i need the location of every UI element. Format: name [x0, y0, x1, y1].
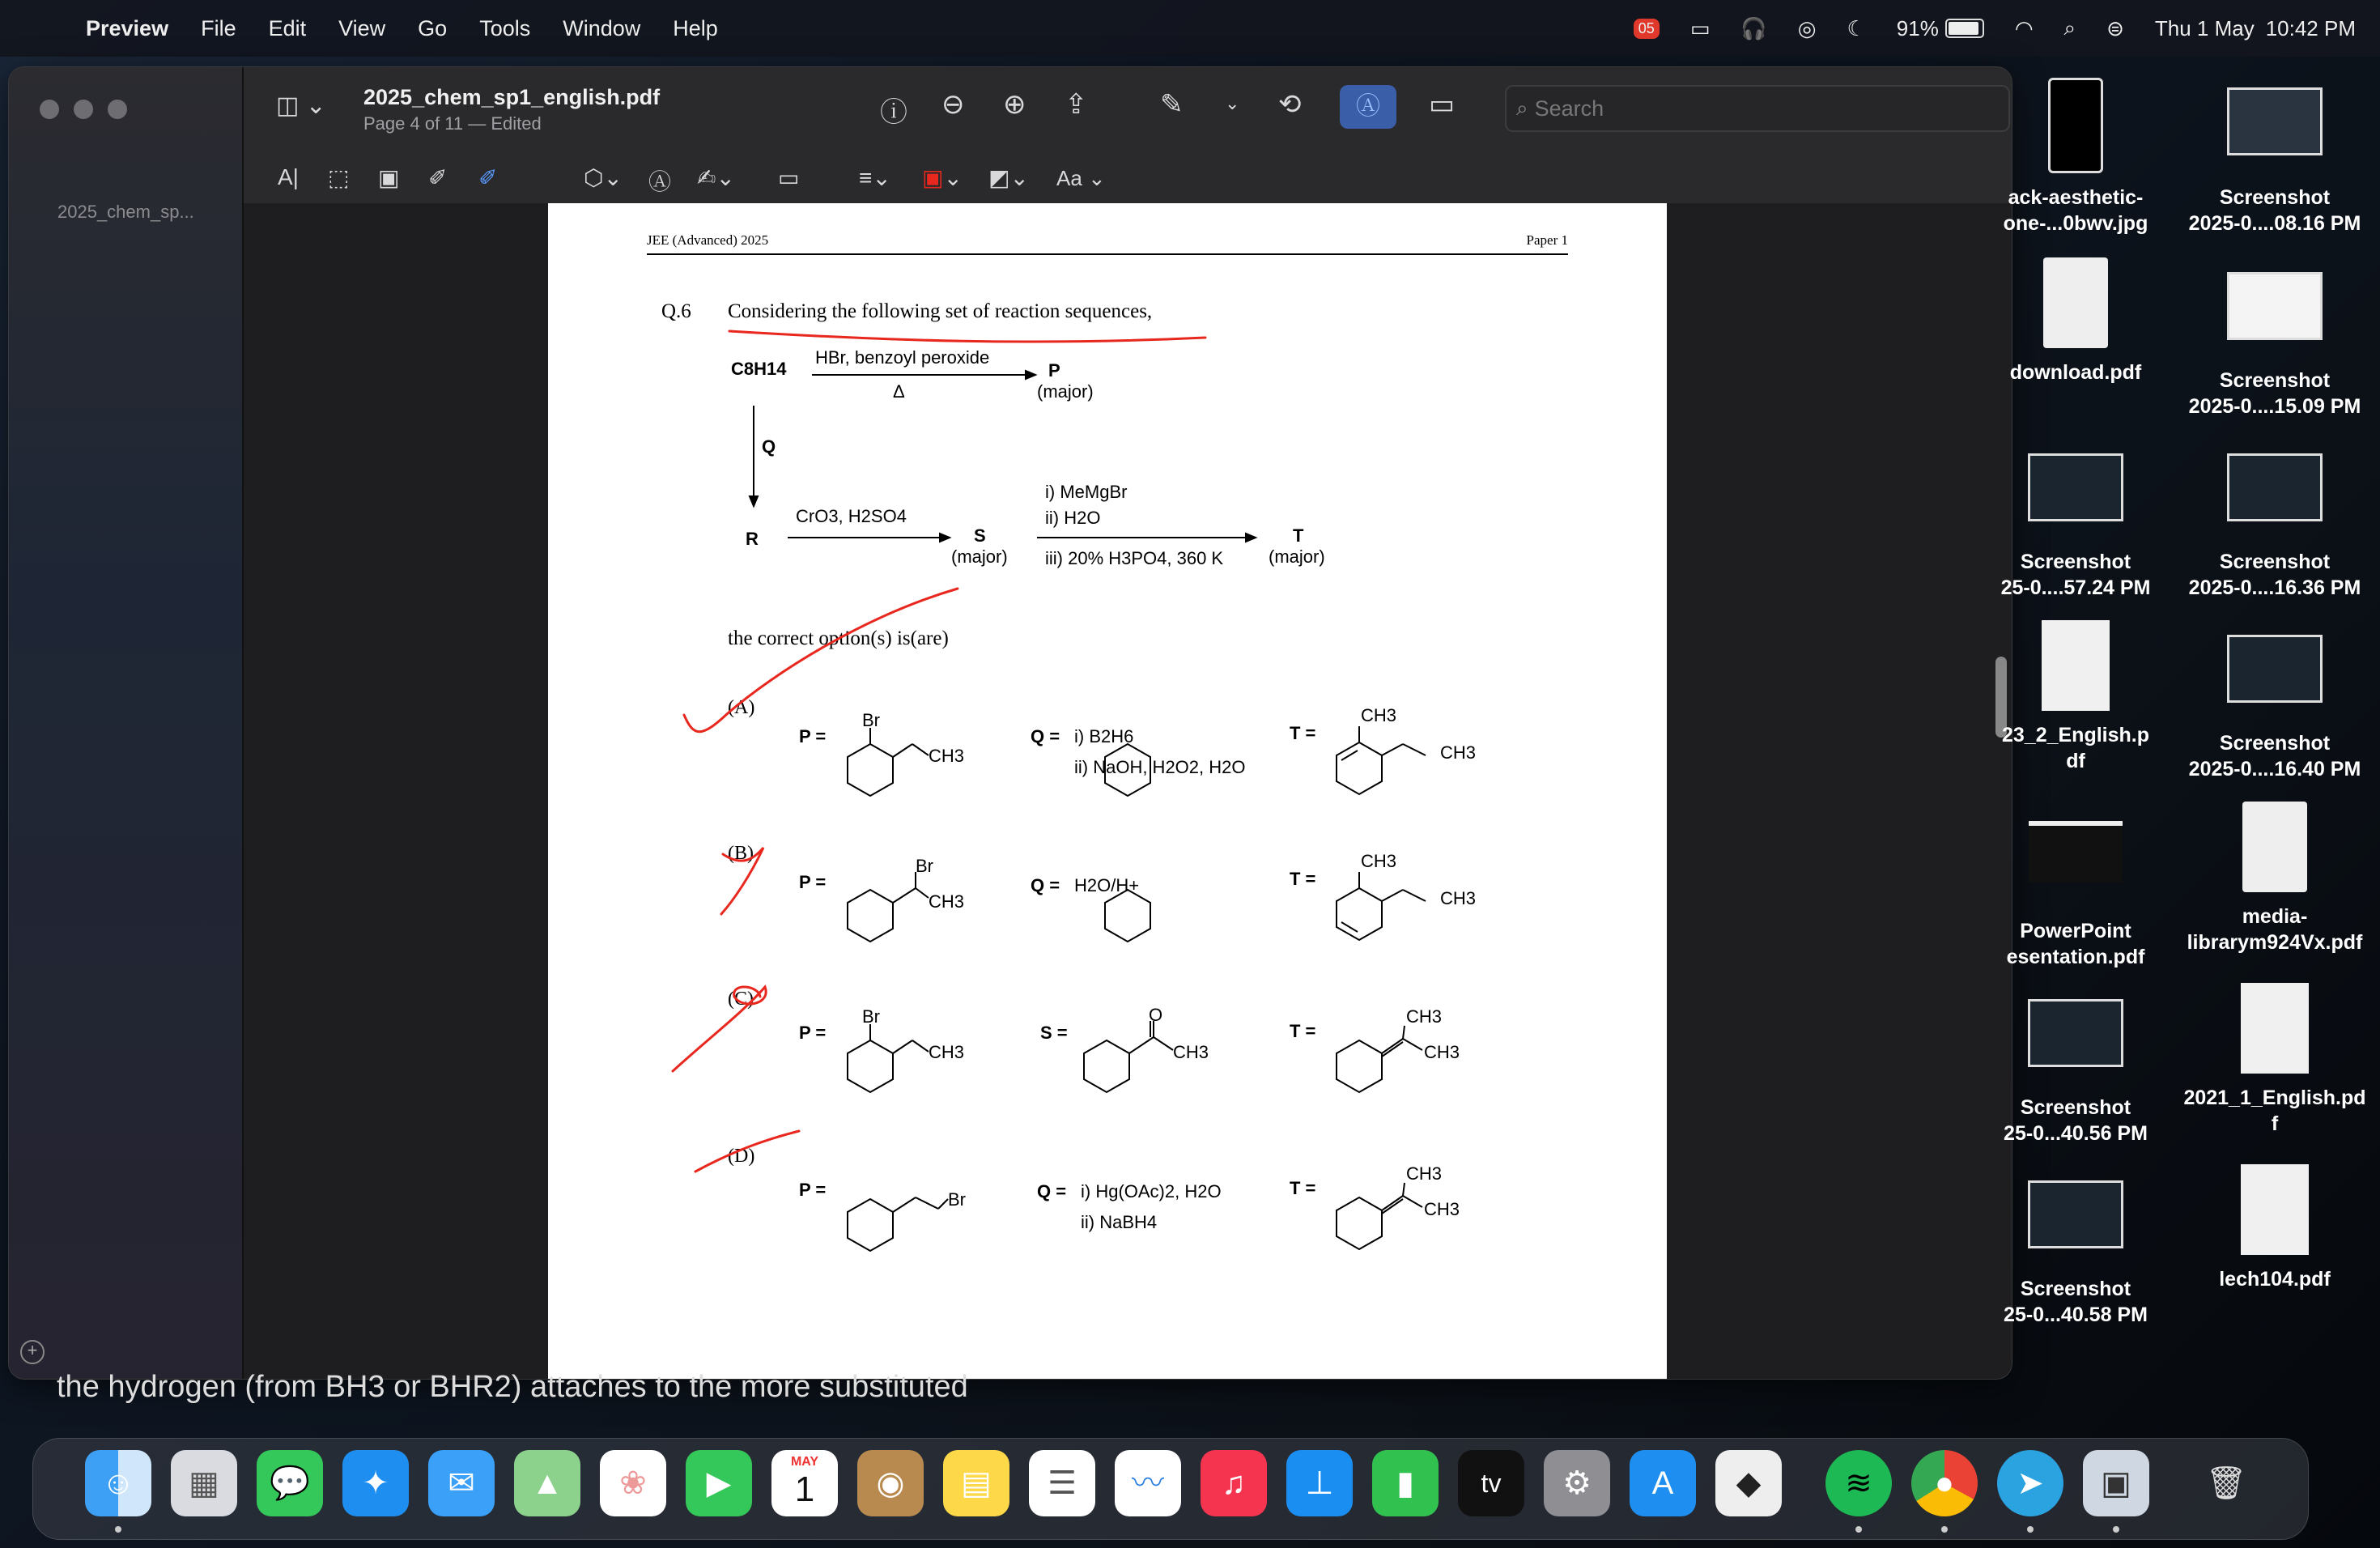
file-name: Screenshot — [2219, 551, 2331, 573]
dock-messages-icon[interactable]: 💬 — [257, 1450, 323, 1516]
running-indicator — [115, 1526, 121, 1533]
atom-ch3: CH3 — [1406, 1006, 1443, 1027]
zoom-out-icon[interactable]: ⊖ — [941, 89, 965, 120]
file-thumbnail — [2241, 983, 2309, 1074]
s-label: S — [974, 525, 986, 546]
option-b-label: (B) — [728, 843, 754, 864]
option-c-p: P = — [799, 1023, 827, 1043]
atom-br: Br — [948, 1189, 966, 1210]
file-name: 23_2_English.p — [2001, 724, 2150, 746]
product-p-major: (major) — [1037, 381, 1094, 402]
dock-finder-icon[interactable]: ☺ — [85, 1450, 151, 1516]
atom-ch3: CH3 — [1440, 888, 1477, 908]
dock-preview-icon[interactable]: ▣ — [2083, 1450, 2149, 1516]
page-status: Page 4 of 11 — Edited — [363, 113, 542, 134]
running-indicator — [1941, 1526, 1948, 1533]
instant-alpha-icon[interactable]: ▣ — [378, 165, 400, 190]
pdf-page[interactable] — [548, 203, 1667, 1379]
menu-view[interactable]: View — [338, 15, 386, 40]
reagent1-bottom: Δ — [893, 381, 905, 402]
markup-button[interactable]: Ⓐ — [1340, 85, 1396, 129]
minimize-button[interactable] — [74, 100, 93, 119]
reagent1-top: HBr, benzoyl peroxide — [815, 347, 990, 368]
dock-numbers-icon[interactable]: ▮ — [1372, 1450, 1439, 1516]
menu-go[interactable]: Go — [418, 15, 448, 40]
dock-settings-icon[interactable]: ⚙ — [1544, 1450, 1610, 1516]
menu-tools[interactable]: Tools — [479, 15, 531, 40]
battery-status[interactable] — [1897, 16, 1984, 41]
option-a-q1: i) B2H6 — [1074, 726, 1134, 746]
chemistry-drawings — [548, 203, 1667, 1379]
running-indicator — [2027, 1526, 2034, 1533]
dock-calendar-icon[interactable] — [771, 1450, 838, 1516]
calendar-day: 1 — [794, 1469, 815, 1509]
t-label: T — [1293, 525, 1304, 546]
text-selection-icon[interactable]: A| — [278, 164, 299, 189]
reagent-s1: i) MeMgBr — [1045, 482, 1128, 502]
file-thumbnail — [2029, 821, 2123, 882]
option-c-s: S = — [1040, 1023, 1068, 1043]
control-center-icon[interactable]: ⊜ — [2106, 15, 2124, 40]
option-b-q: Q = — [1031, 875, 1060, 895]
zoom-in-icon[interactable]: ⊕ — [1003, 89, 1026, 120]
reagent-r: CrO3, H2SO4 — [796, 506, 907, 526]
note-icon[interactable]: ▭ — [778, 165, 800, 190]
dock-launchpad-icon[interactable]: ▦ — [171, 1450, 237, 1516]
dock-appstore-icon[interactable]: A — [1630, 1450, 1696, 1516]
option-a-q: Q = — [1031, 726, 1060, 746]
file-name-line2: 25-0....57.24 PM — [2000, 576, 2151, 599]
atom-ch3: CH3 — [1424, 1199, 1460, 1219]
dock-maps-icon[interactable]: ▲ — [514, 1450, 580, 1516]
wifi-icon[interactable]: ◠ — [2014, 15, 2034, 40]
desktop-file[interactable] — [1978, 1180, 2173, 1328]
file-thumbnail — [2042, 620, 2110, 711]
dock-music-icon[interactable]: ♫ — [1201, 1450, 1267, 1516]
atom-br: Br — [862, 710, 880, 730]
menu-window[interactable]: Window — [563, 15, 641, 40]
dock-notes-icon[interactable]: ▤ — [943, 1450, 1009, 1516]
options-prompt: the correct option(s) is(are) — [728, 627, 949, 649]
line-style-icon[interactable]: ≡⌄ — [859, 165, 891, 190]
battery-fill — [1949, 22, 1978, 35]
desktop-file[interactable] — [1978, 999, 2173, 1146]
signature-icon[interactable]: ✍⌄ — [697, 165, 735, 190]
product-p: P — [1048, 360, 1060, 381]
dock-trash-icon[interactable]: 🗑 — [2205, 1465, 2247, 1501]
menu-edit[interactable]: Edit — [268, 15, 307, 40]
option-c-t: T = — [1290, 1021, 1316, 1041]
file-name-line2: 2025-0....15.09 PM — [2188, 395, 2361, 418]
menu-app-name[interactable]: Preview — [86, 15, 169, 40]
reagent-s3: iii) 20% H3PO4, 360 K — [1045, 548, 1224, 568]
desktop-file[interactable] — [1978, 257, 2173, 385]
dock-telegram-icon[interactable]: ➤ — [1997, 1450, 2063, 1516]
atom-br: Br — [916, 856, 933, 876]
s-major: (major) — [951, 546, 1008, 567]
atom-ch3: CH3 — [929, 746, 965, 766]
file-name-line2: esentation.pdf — [2006, 946, 2145, 968]
file-name-line2: librarym924Vx.pdf — [2187, 931, 2363, 954]
desktop-file[interactable] — [2178, 1164, 2372, 1292]
form-fill-icon[interactable]: ▭ — [1429, 89, 1456, 120]
preview-window — [8, 66, 2012, 1380]
add-icon[interactable]: + — [20, 1340, 45, 1364]
file-thumbnail — [2227, 635, 2323, 703]
thumbnail-sidebar — [9, 67, 244, 1379]
document-area[interactable] — [244, 203, 2012, 1379]
file-name: media- — [2242, 905, 2308, 928]
file-thumbnail — [2028, 453, 2123, 521]
desktop-file[interactable] — [2178, 983, 2372, 1137]
atom-ch3: CH3 — [1406, 1163, 1443, 1184]
reagent-s2: ii) H2O — [1045, 508, 1101, 528]
sketch-icon[interactable]: ✐ — [428, 165, 448, 190]
draw-icon[interactable]: ✐ — [478, 165, 498, 190]
option-d-q1: i) Hg(OAc)2, H2O — [1081, 1181, 1222, 1201]
spotlight-search-icon[interactable]: ⌕ — [2063, 15, 2076, 40]
file-name: download.pdf — [2009, 361, 2142, 384]
atom-ch3: CH3 — [1424, 1042, 1460, 1062]
dock-safari-icon[interactable]: ✦ — [342, 1450, 409, 1516]
atom-ch3: CH3 — [929, 1042, 965, 1062]
atom-ch3: CH3 — [1173, 1042, 1209, 1062]
option-b-p: P = — [799, 872, 827, 892]
file-name: Screenshot — [2020, 551, 2131, 573]
q-label: Q — [762, 436, 776, 457]
markup-toolbar — [244, 156, 2012, 205]
font-button[interactable]: Aa ⌄ — [1056, 166, 1106, 190]
file-name: Screenshot — [2219, 186, 2331, 209]
option-d-label: (D) — [728, 1146, 755, 1167]
chevron-down-icon[interactable]: ⌄ — [1225, 93, 1240, 113]
reactant-formula: C8H14 — [731, 359, 787, 379]
file-name: 2021_1_English.pd — [2183, 1087, 2366, 1109]
running-indicator — [2113, 1526, 2119, 1533]
desktop-file[interactable] — [2178, 453, 2372, 601]
atom-ch3: CH3 — [1440, 742, 1477, 763]
file-thumbnail — [2241, 1164, 2309, 1255]
desktop-file[interactable] — [2178, 802, 2372, 955]
border-color-icon[interactable]: ▣⌄ — [922, 165, 963, 190]
font-label: Aa — [1056, 166, 1082, 190]
dock-facetime-icon[interactable]: ▶ — [686, 1450, 752, 1516]
option-a-q2: ii) NaOH, H2O2, H2O — [1074, 757, 1246, 777]
desktop-file[interactable] — [2178, 272, 2372, 419]
rect-selection-icon[interactable]: ⬚ — [328, 165, 350, 190]
option-d-q2: ii) NaBH4 — [1081, 1212, 1158, 1232]
window-controls — [40, 100, 127, 119]
desktop-file[interactable] — [2178, 635, 2372, 782]
file-name: Screenshot — [2020, 1096, 2131, 1119]
toolbar — [244, 67, 2012, 156]
dock-mail-icon[interactable]: ✉ — [428, 1450, 495, 1516]
file-thumbnail — [2227, 453, 2323, 521]
file-thumbnail — [2028, 1180, 2123, 1248]
background-window-text: the hydrogen (from BH3 or BHR2) attaches to the more substituted — [57, 1370, 968, 1404]
atom-ch3: CH3 — [929, 891, 965, 912]
text-box-icon[interactable]: Ⓐ — [648, 169, 672, 194]
file-name: Screenshot — [2020, 1278, 2131, 1300]
option-b-q1: H2O/H+ — [1074, 875, 1140, 895]
info-icon[interactable]: ⓘ — [880, 97, 907, 128]
dock — [32, 1438, 2309, 1540]
shapes-icon[interactable]: ⬡⌄ — [584, 165, 623, 190]
page-header-left: JEE (Advanced) 2025 — [647, 232, 769, 248]
file-name-line2: f — [2271, 1112, 2279, 1135]
file-name-line2: df — [2066, 750, 2085, 772]
battery-percent: 91% — [1896, 15, 1939, 40]
t-major: (major) — [1269, 546, 1325, 567]
option-a-p: P = — [799, 726, 827, 746]
battery-icon — [1945, 19, 1984, 38]
share-icon[interactable]: ⇪ — [1065, 89, 1088, 120]
file-thumbnail — [2227, 272, 2323, 340]
menu-help[interactable]: Help — [673, 15, 718, 40]
menu-bar — [0, 0, 2380, 57]
file-name: Screenshot — [2219, 732, 2331, 755]
file-thumbnail — [2043, 257, 2108, 348]
headphones-icon[interactable]: 🎧 — [1740, 15, 1767, 40]
rotate-icon[interactable]: ⟲ — [1278, 89, 1302, 120]
file-thumbnail — [2242, 802, 2307, 892]
desktop-file[interactable] — [1978, 620, 2173, 774]
close-button[interactable] — [40, 100, 59, 119]
atom-br: Br — [862, 1006, 880, 1027]
menu-file[interactable]: File — [201, 15, 236, 40]
search-placeholder: Search — [1534, 96, 1604, 121]
dock-reminders-icon[interactable]: ☰ — [1029, 1450, 1095, 1516]
desktop-file[interactable] — [1978, 453, 2173, 601]
dock-contacts-icon[interactable]: ◉ — [857, 1450, 924, 1516]
desktop-file[interactable] — [2178, 87, 2372, 236]
file-name-line2: 2025-0....16.40 PM — [2188, 758, 2361, 780]
atom-o: O — [1149, 1005, 1163, 1025]
file-thumbnail — [2227, 87, 2323, 155]
file-name: ack-aesthetic- — [2008, 186, 2144, 209]
file-thumbnail — [2048, 78, 2103, 173]
sidebar-toggle-icon[interactable]: ◫ ⌄ — [276, 92, 326, 119]
dock-photos-icon[interactable]: ❀ — [600, 1450, 666, 1516]
filename[interactable]: 2025_chem_sp1_english.pdf — [363, 85, 661, 109]
running-indicator — [1855, 1526, 1862, 1533]
search-input[interactable] — [1505, 85, 2010, 132]
document-title — [363, 85, 660, 134]
highlight-pen-icon[interactable]: ✎ — [1160, 89, 1184, 120]
option-a-label: (A) — [728, 697, 755, 718]
file-name-line2: one-...0bwv.jpg — [2003, 212, 2148, 235]
file-name-line2: 25-0...40.56 PM — [2004, 1122, 2148, 1145]
clock-time[interactable]: 10:42 PM — [2265, 15, 2356, 40]
file-name: Screenshot — [2219, 369, 2331, 392]
option-b-t: T = — [1290, 869, 1316, 889]
zoom-button[interactable] — [108, 100, 127, 119]
dock-roblox-icon[interactable]: ◆ — [1715, 1450, 1782, 1516]
file-name-line2: 2025-0....08.16 PM — [2188, 212, 2361, 235]
dock-tv-icon[interactable] — [1458, 1450, 1524, 1516]
file-name-line2: 2025-0....16.36 PM — [2188, 576, 2361, 599]
file-name: PowerPoint — [2020, 920, 2131, 942]
desktop-file[interactable] — [1978, 821, 2173, 970]
recording-badge[interactable]: 05 — [1634, 19, 1660, 39]
question-text: Considering the following set of reaction sequences, — [728, 300, 1153, 322]
dock-freeform-icon[interactable]: 〰 — [1115, 1450, 1181, 1516]
fill-color-icon[interactable]: ◩⌄ — [988, 165, 1029, 190]
sidebar-thumbnail-label[interactable]: 2025_chem_sp... — [57, 202, 194, 222]
r-label: R — [746, 529, 759, 549]
option-d-p: P = — [799, 1180, 827, 1200]
calendar-month: MAY — [790, 1455, 819, 1469]
question-number: Q.6 — [661, 300, 691, 322]
option-a-t: T = — [1290, 723, 1316, 743]
focus-moon-icon[interactable]: ☾ — [1847, 15, 1866, 40]
page-header-right: Paper 1 — [1526, 232, 1568, 248]
option-d-t: T = — [1290, 1178, 1316, 1198]
atom-ch3: CH3 — [1361, 851, 1397, 871]
atom-ch3: CH3 — [1361, 705, 1397, 725]
dock-keynote-icon[interactable]: ⊥ — [1286, 1450, 1353, 1516]
clock-date[interactable]: Thu 1 May — [2154, 15, 2255, 40]
desktop-file[interactable] — [1978, 78, 2173, 236]
file-thumbnail — [2028, 999, 2123, 1067]
option-d-q: Q = — [1037, 1181, 1067, 1201]
file-name: lech104.pdf — [2219, 1268, 2331, 1291]
search-icon: ⌕ — [1516, 96, 1528, 120]
dock-spotify-icon[interactable]: ≋ — [1825, 1450, 1892, 1516]
dock-chrome-icon[interactable]: ● — [1911, 1450, 1978, 1516]
tv-label: tv — [1481, 1469, 1502, 1498]
option-c-label: (C) — [728, 989, 754, 1010]
display-icon[interactable]: ▭ — [1689, 15, 1711, 40]
file-name-line2: 25-0...40.58 PM — [2004, 1303, 2148, 1326]
airdrop-icon[interactable]: ◎ — [1797, 15, 1817, 40]
